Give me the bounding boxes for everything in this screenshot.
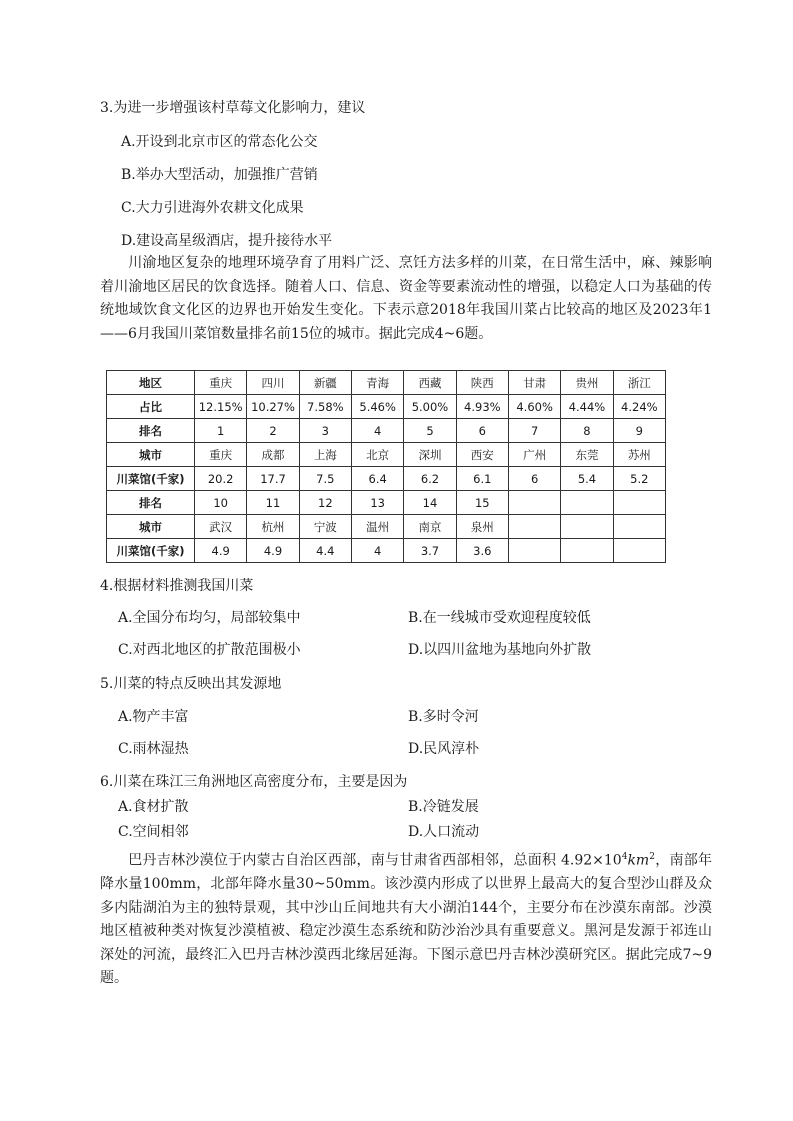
table-cell: 3.6 bbox=[456, 539, 508, 563]
table-cell: 甘肃 bbox=[508, 371, 560, 395]
table-cell: 上海 bbox=[299, 443, 351, 467]
table-cell: 14 bbox=[404, 491, 456, 515]
table-row bbox=[107, 515, 666, 539]
table-cell: 苏州 bbox=[613, 443, 665, 467]
table-cell: 四川 bbox=[247, 371, 299, 395]
table-cell: 3 bbox=[299, 419, 351, 443]
table-row-header: 川菜馆(千家) bbox=[107, 539, 195, 563]
table-cell: 4 bbox=[351, 539, 403, 563]
table-cell: 南京 bbox=[404, 515, 456, 539]
table-cell: 6 bbox=[508, 467, 560, 491]
table-cell: 5.4 bbox=[561, 467, 613, 491]
q3-stem: 3.为进一步增强该村草莓文化影响力，建议 bbox=[100, 100, 366, 116]
q5-option-a: A.物产丰富 bbox=[118, 709, 189, 725]
table-cell: 4.93% bbox=[456, 395, 508, 419]
table-cell: 5 bbox=[404, 419, 456, 443]
passage-badain-jaran bbox=[100, 846, 712, 991]
table-cell bbox=[613, 491, 665, 515]
table-cell: 泉州 bbox=[456, 515, 508, 539]
q6-option-b: B.冷链发展 bbox=[408, 799, 479, 815]
q5-option-b: B.多时令河 bbox=[408, 709, 479, 725]
table-cell: 贵州 bbox=[561, 371, 613, 395]
table-cell: 4.44% bbox=[561, 395, 613, 419]
table-cell: 重庆 bbox=[195, 371, 247, 395]
table-cell bbox=[561, 539, 613, 563]
table-cell: 4.9 bbox=[247, 539, 299, 563]
table-row-header: 城市 bbox=[107, 515, 195, 539]
table-cell: 2 bbox=[247, 419, 299, 443]
q5-option-c: C.雨林湿热 bbox=[118, 741, 189, 757]
table-cell: 1 bbox=[195, 419, 247, 443]
table-cell: 4.60% bbox=[508, 395, 560, 419]
table-cell: 青海 bbox=[351, 371, 403, 395]
q6-option-a: A.食材扩散 bbox=[118, 799, 189, 815]
table-row bbox=[107, 539, 666, 563]
table-row bbox=[107, 395, 666, 419]
q6-option-c: C.空间相邻 bbox=[118, 824, 189, 840]
table-cell: 13 bbox=[351, 491, 403, 515]
table-cell: 6.1 bbox=[456, 467, 508, 491]
table-row bbox=[107, 491, 666, 515]
table-cell: 武汉 bbox=[195, 515, 247, 539]
passage-exponent-4: 4 bbox=[621, 852, 628, 862]
table-cell: 10 bbox=[195, 491, 247, 515]
table-cell: 5.46% bbox=[351, 395, 403, 419]
table-row bbox=[107, 443, 666, 467]
passage-sichuan-cuisine-text: 川渝地区复杂的地理环境孕育了用料广泛、烹饪方法多样的川菜，在日常生活中，麻、辣影响着川渝地区居民的饮食选择。随着人口、信息、资金等要素流动性的增强，以稳定人口为基础的传统地域饮食文化区的边界也开始发生变化。下表示意2018年我国川菜占比较高的地区及2023年1——6月我国川菜馆数量排名前15位的城市。据此完成4~6题。 bbox=[100, 255, 712, 342]
table-cell bbox=[508, 491, 560, 515]
table-cell: 西藏 bbox=[404, 371, 456, 395]
table-cell: 7 bbox=[508, 419, 560, 443]
table-row bbox=[107, 371, 666, 395]
q4-option-d: D.以四川盆地为基地向外扩散 bbox=[408, 642, 592, 658]
table-cell: 11 bbox=[247, 491, 299, 515]
table-cell: 北京 bbox=[351, 443, 403, 467]
table-cell: 成都 bbox=[247, 443, 299, 467]
q3-option-d: D.建设高星级酒店，提升接待水平 bbox=[121, 233, 333, 249]
table-cell: 深圳 bbox=[404, 443, 456, 467]
table-cell: 广州 bbox=[508, 443, 560, 467]
table-cell: 陕西 bbox=[456, 371, 508, 395]
q3-option-c: C.大力引进海外农耕文化成果 bbox=[121, 200, 304, 216]
table-row-header: 排名 bbox=[107, 419, 195, 443]
table-cell: 6 bbox=[456, 419, 508, 443]
table-cell bbox=[613, 515, 665, 539]
q4-stem: 4.根据材料推测我国川菜 bbox=[100, 578, 254, 594]
table-row-header: 城市 bbox=[107, 443, 195, 467]
table-cell: 6.2 bbox=[404, 467, 456, 491]
table-row bbox=[107, 467, 666, 491]
table-cell: 12.15% bbox=[195, 395, 247, 419]
table-cell: 5.2 bbox=[613, 467, 665, 491]
passage-sichuan-cuisine bbox=[100, 252, 712, 346]
table-cell: 3.7 bbox=[404, 539, 456, 563]
table-cell: 4.9 bbox=[195, 539, 247, 563]
table-cell: 9 bbox=[613, 419, 665, 443]
table-row-header: 排名 bbox=[107, 491, 195, 515]
table-cell: 4.4 bbox=[299, 539, 351, 563]
q3-option-b: B.举办大型活动，加强推广营销 bbox=[121, 167, 318, 183]
table-cell: 西安 bbox=[456, 443, 508, 467]
table-cell: 杭州 bbox=[247, 515, 299, 539]
table-cell: 宁波 bbox=[299, 515, 351, 539]
table-cell: 4 bbox=[351, 419, 403, 443]
q6-stem: 6.川菜在珠江三角洲地区高密度分布，主要是因为 bbox=[100, 774, 408, 790]
q5-stem: 5.川菜的特点反映出其发源地 bbox=[100, 676, 282, 692]
q3-option-a: A.开设到北京市区的常态化公交 bbox=[121, 134, 318, 150]
table-cell: 温州 bbox=[351, 515, 403, 539]
q5-option-d: D.民风淳朴 bbox=[408, 741, 480, 757]
table-cell: 17.7 bbox=[247, 467, 299, 491]
table-cell bbox=[508, 515, 560, 539]
table-cell: 15 bbox=[456, 491, 508, 515]
table-cell: 7.5 bbox=[299, 467, 351, 491]
passage-badain-jaran-text-c: ，南部年降水量100mm，北部年降水量30~50mm。该沙漠内形成了以世界上最高大的复合型沙山群及众多内陆湖泊为主的独特景观，其中沙山丘间地共有大小湖泊144个，主要分布在沙漠东南部。沙漠地区植被种类对恢复沙漠植被、稳定沙漠生态系统和防沙治沙具有重要意义。黑河是发源于祁连山深处的河流，最终汇入巴丹吉林沙漠西北缘居延海。下图示意巴丹吉林沙漠研究区。据此完成7~9题。 bbox=[100, 852, 713, 987]
table-cell: 8 bbox=[561, 419, 613, 443]
q4-option-c: C.对西北地区的扩散范围极小 bbox=[118, 642, 301, 658]
table-cell: 重庆 bbox=[195, 443, 247, 467]
q4-option-a: A.全国分布均匀，局部较集中 bbox=[118, 610, 301, 626]
table-cell: 12 bbox=[299, 491, 351, 515]
table-cell: 6.4 bbox=[351, 467, 403, 491]
table-cell: 浙江 bbox=[613, 371, 665, 395]
passage-badain-jaran-text-a: 巴丹吉林沙漠位于内蒙古自治区西部，南与甘肃省西部相邻，总面积 4.92×10 bbox=[128, 852, 622, 869]
passage-exponent-2: 2 bbox=[649, 852, 655, 862]
table-row-header: 地区 bbox=[107, 371, 195, 395]
table-cell: 5.00% bbox=[404, 395, 456, 419]
table-row bbox=[107, 419, 666, 443]
table-cell: 7.58% bbox=[299, 395, 351, 419]
table-cell: 20.2 bbox=[195, 467, 247, 491]
table-row-header: 占比 bbox=[107, 395, 195, 419]
q6-option-d: D.人口流动 bbox=[408, 824, 480, 840]
sichuan-cuisine-table bbox=[106, 370, 666, 563]
table-cell: 4.24% bbox=[613, 395, 665, 419]
table-cell: 新疆 bbox=[299, 371, 351, 395]
table-cell bbox=[508, 539, 560, 563]
table-cell bbox=[613, 539, 665, 563]
table-cell bbox=[561, 491, 613, 515]
table-cell: 东莞 bbox=[561, 443, 613, 467]
passage-unit-km: km bbox=[627, 852, 650, 869]
table-cell bbox=[561, 515, 613, 539]
q4-option-b: B.在一线城市受欢迎程度较低 bbox=[408, 610, 591, 626]
table-cell: 10.27% bbox=[247, 395, 299, 419]
table-row-header: 川菜馆(千家) bbox=[107, 467, 195, 491]
